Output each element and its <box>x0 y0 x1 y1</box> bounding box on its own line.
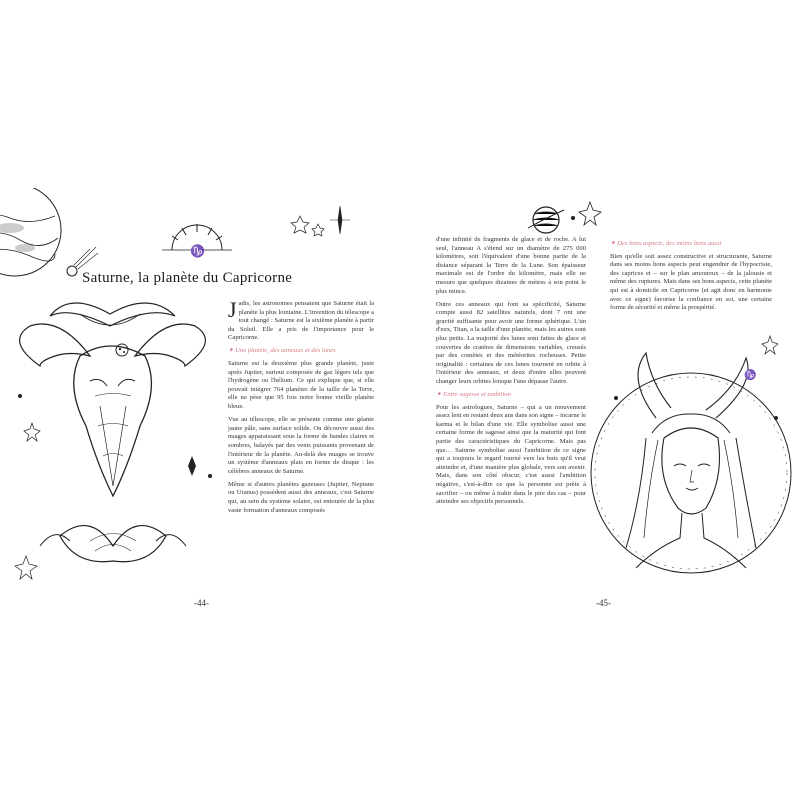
capricorn-symbol-icon: ♑ <box>190 244 205 258</box>
moon-icon <box>115 343 129 357</box>
stars-icon <box>290 206 360 246</box>
subheading: ✦ Entre sagesse et ambition <box>436 391 511 399</box>
stars-icon <box>22 423 42 443</box>
page-number: -45- <box>596 598 611 608</box>
page-number: -44- <box>194 598 209 608</box>
subheading: ✦ Des bons aspects, des moins bons aussi <box>610 240 722 247</box>
book-spread <box>0 188 800 608</box>
svg-text:♑: ♑ <box>744 370 757 381</box>
paragraph: Outre ces anneaux qui font sa spécificité, Saturne compte aussi 82 satellites naturels, dont 7 ont une gravité suffisante pour avoir une forme sphérique. L'un d'eux, Titan, a la taille d'une planète, mais les autres sont plus petits. La majorité des lunes sont faites de glace et couvertes de cratères de dimensions variables, creusés par des comètes et des météorites rocheuses. Petite originalité : certaines de ces lunes tournent en orbite à l'intérieur des anneaux, et deux d'entre elles peuvent changer leurs orbites lorsque l'une dépasse l'autre. <box>436 300 586 385</box>
intro-paragraph: Jadis, les astronomes pensaient que Saturne était la planète la plus lointaine. L'invention du télescope a tout changé : Saturne est la sixième planète à partir du Soleil. Elle a pris de l'importance pour le Capricorne. <box>228 297 374 342</box>
stars-icon <box>760 336 780 356</box>
stars-icon <box>16 556 46 586</box>
right-page <box>400 188 800 608</box>
woman-portrait-illustration <box>586 358 796 578</box>
paragraph: d'une infinité de fragments de glace et de roche. A lui seul, l'anneau A s'étend sur un diamètre de 275 000 kilomètres, soit l'équivalent d'une bonne partie de la distance séparant la Terre de la Lune. Son épaisseur maximale est de l'ordre du kilomètre, mais elle ne mesure que quelques dizaines de mètres à son point le plus mince. <box>436 236 586 295</box>
left-text-column <box>228 297 374 520</box>
left-page <box>0 188 400 608</box>
paragraph: Bien qu'elle soit assez constructive et structurante, Saturne dans ses moins bons aspects peut engendrer de l'hypocrisie, des caprices et – sur le plan amoureux – de la jalousie et même des ruptures. Mais dans ses bons aspects, cette planète qui est à domicile en Capricorne (et agit donc en harmonie avec ce signe) favorise la confiance en soi, une certaine forme de sécurité et même la prospérité. <box>610 252 772 312</box>
paragraph: Même si d'autres planètes gazeuses (Jupiter, Neptune ou Uranus) possèdent aussi des anneaux, c'est Saturne qui, au sein du système solaire, est entourée de la plus vaste formation d'anneaux composés <box>228 480 374 514</box>
right-text-column-1 <box>436 236 586 511</box>
page-title: Saturne, la planète du Capricorne <box>82 270 293 286</box>
paragraph: Saturne est la deuxième plus grande planète, juste après Jupiter, surtout composée de gaz légers tels que l'hydrogène ou l'hélium. Ce qui explique que, si elle pouvait intégrer 764 planètes de la taille de la Terre, elle ne pèse que 95 fois notre bonne vieille planète bleue. <box>228 360 374 411</box>
right-text-column-2 <box>610 236 772 317</box>
subheading: ✦ Une planète, des anneaux et des lunes <box>228 347 336 355</box>
paragraph: Pour les astrologues, Saturne – qui a un mouvement assez lent en restant deux ans dans son signe – incarne le karma et le bilan d'une vie. Elle symbolise aussi une certaine forme de sagesse ainsi que la maturité qui font partie des caractéristiques du Capricorne. Mais pas que… Saturne symbolise aussi l'ambition de ce signe qui a toujours le regard tourné vers les buts qu'il veut atteindre et, d'une manière plus globale, vers son avenir. Mais, dans son côté obscur, c'est aussi l'ambition négative, c'est-à-dire ce que la personne est prête à sacrifier – ou même à trahir dans le pire des cas – pour atteindre ses objectifs personnels. <box>436 403 586 506</box>
stars-icon <box>568 200 604 230</box>
paragraph: Vue au télescope, elle se présente comme une géante jaune pâle, sans surface solide. On découvre aussi des nuages apparaissant sous la forme de bandes claires et sombres, balayés par des vents puissants provenant de l'intérieur de la planète. Au-delà des nuages se trouve un système d'anneaux plats en forme de disque : les célèbres anneaux de Saturne. <box>228 416 374 475</box>
